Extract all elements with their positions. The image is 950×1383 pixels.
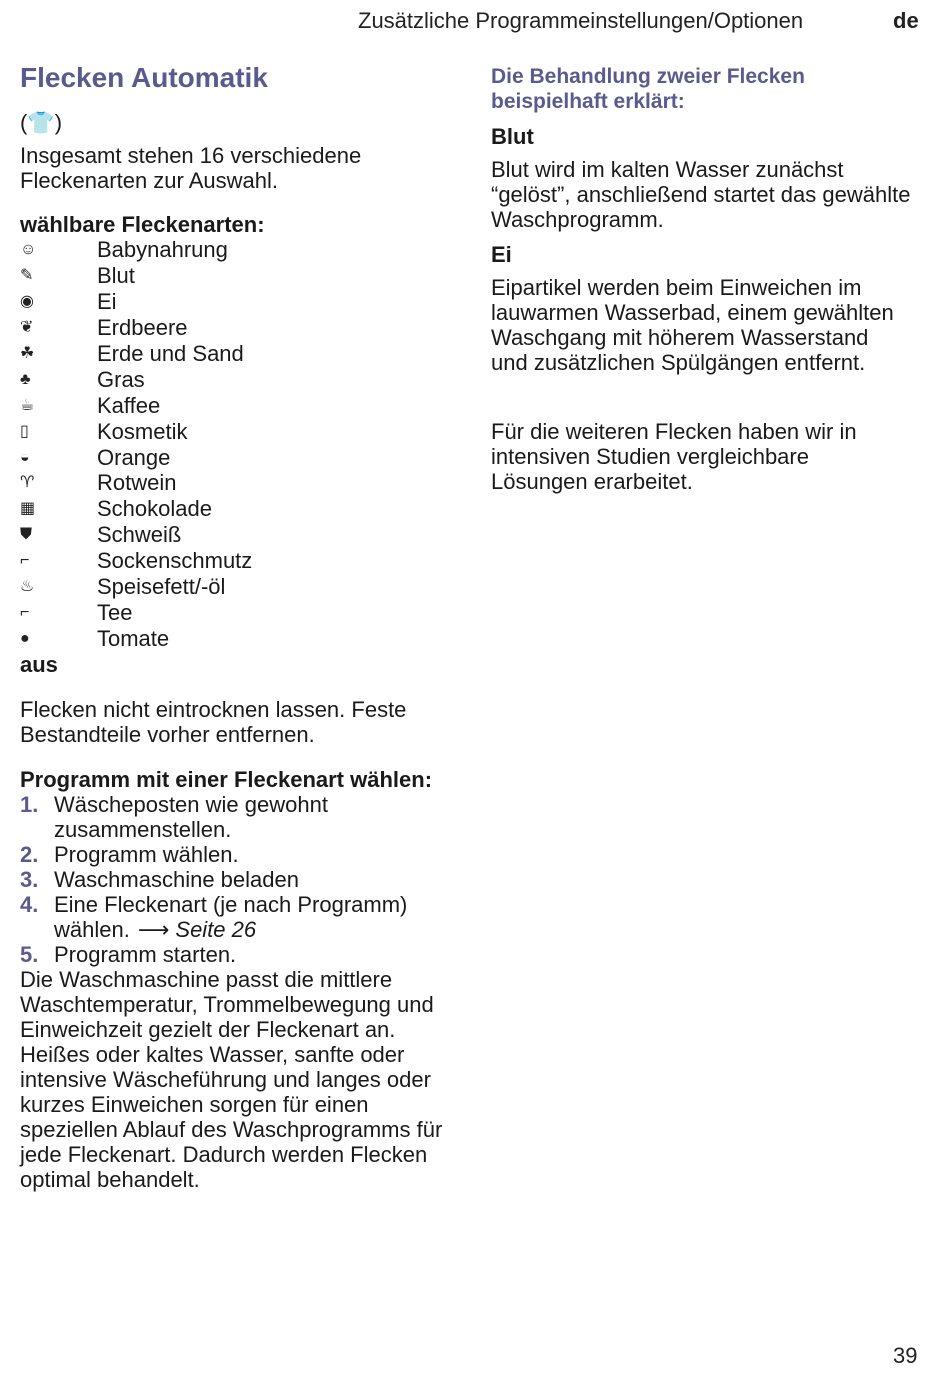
step-item: [20, 842, 450, 867]
step-text-with-ref: [54, 892, 450, 942]
left-column: [20, 58, 450, 1192]
step-item: [20, 892, 450, 942]
stain-item: [20, 341, 450, 367]
stain-label: Schokolade: [97, 496, 212, 522]
step-text: Programm starten.: [54, 942, 237, 968]
stain-item: [20, 237, 450, 263]
stain-label: Speisefett/-öl: [97, 574, 226, 600]
step-number: 1.: [20, 792, 39, 818]
stain-label: Tomate: [97, 625, 170, 651]
step-number: 2.: [20, 842, 39, 868]
right-column: [491, 64, 911, 494]
egg-heading: Ei: [491, 242, 512, 267]
stain-label: Ei: [97, 289, 117, 315]
orange-icon: ◒: [20, 448, 30, 466]
stain-item: [20, 263, 450, 289]
step-text: Waschmaschine beladen: [54, 867, 299, 893]
shirt-symbol-icon: (👕): [20, 110, 63, 135]
chocolate-icon: ▦: [20, 500, 36, 518]
program-summary: Die Waschmaschine passt die mittlere Waschtemperatur, Trommelbewegung und Einweichzeit gezielt der Fleckenart an. Heißes oder kaltes Wasser, sanfte oder intensive Wäscheführung und langes oder kurzes Einweichen sorgen für einen speziellen Ablauf des Waschprogramms für jede Fleckenart. Dadurch werden Flecken optimal behandelt.: [20, 967, 443, 1193]
grass-icon: ♣: [20, 370, 31, 388]
stain-label: Rotwein: [97, 470, 177, 496]
intro-text: Insgesamt stehen 16 verschiedene Fleckenarten zur Auswahl.: [20, 143, 362, 193]
stain-list: [20, 237, 450, 651]
step-item: [20, 942, 450, 967]
step-item: [20, 867, 450, 892]
step-number: 5.: [20, 942, 39, 968]
baby-food-icon: ☺: [20, 241, 37, 259]
section-title: Flecken Automatik: [20, 62, 268, 93]
stain-label: Kosmetik: [97, 418, 188, 444]
stain-label: Orange: [97, 444, 171, 470]
stain-label: Blut: [97, 263, 135, 289]
stain-item: [20, 470, 450, 496]
stain-label: Sockenschmutz: [97, 548, 253, 574]
stain-label: Tee: [97, 599, 133, 625]
stain-label: Erde und Sand: [97, 341, 244, 366]
step-list: [20, 792, 450, 967]
egg-icon: ◉: [20, 293, 34, 311]
stain-item: [20, 625, 450, 651]
stain-list-heading: wählbare Fleckenarten:: [20, 212, 265, 237]
stain-item: [20, 366, 450, 392]
shirt-icon: ⛊: [20, 526, 33, 544]
step-item: [20, 792, 450, 842]
program-heading: Programm mit einer Fleckenart wählen:: [20, 767, 433, 793]
stain-item: [20, 418, 450, 444]
blood-heading: Blut: [491, 124, 534, 149]
stain-item: [20, 315, 450, 341]
stain-label: Erdbeere: [97, 315, 188, 341]
wine-glass-icon: ♈: [20, 474, 35, 492]
stain-label: Schweiß: [97, 522, 182, 548]
arrow-right-icon: ⟶: [137, 917, 170, 943]
examples-heading: Die Behandlung zweier Flecken beispielhaft erklärt:: [491, 65, 805, 113]
stain-item: [20, 599, 450, 625]
tea-icon: ⌐: [20, 603, 30, 621]
stain-label: Babynahrung: [97, 237, 228, 263]
step-text: Programm wählen.: [54, 842, 239, 868]
step-number: 4.: [20, 892, 39, 918]
soil-icon: ☘: [20, 345, 35, 362]
step-text: Eine Fleckenart (je nach Programm) wählen.: [54, 892, 408, 943]
stain-item: [20, 522, 450, 548]
other-stains-text: Für die weiteren Flecken haben wir in intensiven Studien vergleichbare Lösungen erarbeitet.: [491, 419, 857, 494]
oil-icon: ♨: [20, 578, 35, 596]
stain-item: [20, 444, 450, 470]
step-number: 3.: [20, 867, 39, 893]
step-text: Wäscheposten wie gewohnt zusammenstellen.: [54, 792, 328, 843]
blood-text: Blut wird im kalten Wasser zunächst “gelöst”, anschließend startet das gewählte Waschprogramm.: [491, 157, 911, 232]
stain-item: [20, 392, 450, 418]
page-number: 39: [893, 1343, 918, 1368]
stain-item: [20, 548, 450, 574]
egg-text: Eipartikel werden beim Einweichen im lauwarmen Wasserbad, einem gewählten Waschgang mit höherem Wasserstand und zusätzlichen Spülgängen entfernt.: [491, 275, 894, 375]
stain-label: Gras: [97, 366, 145, 392]
sock-icon: ⌐: [20, 552, 30, 570]
section-header-title: Zusätzliche Programmeinstellungen/Optionen: [358, 8, 804, 33]
lipstick-icon: ▯: [20, 422, 29, 440]
stain-note: Flecken nicht eintrocknen lassen. Feste Bestandteile vorher entfernen.: [20, 697, 407, 748]
page-reference-link[interactable]: Seite 26: [175, 917, 257, 943]
tomato-icon: ●: [20, 629, 30, 647]
stain-option-off: aus: [20, 652, 58, 678]
stain-label: Kaffee: [97, 392, 161, 418]
strawberry-icon: ❦: [20, 319, 34, 337]
blood-icon: ✎: [20, 267, 34, 285]
language-code: de: [893, 8, 919, 33]
coffee-icon: ☕: [20, 396, 35, 414]
stain-item: [20, 289, 450, 315]
stain-item: [20, 574, 450, 600]
stain-item: [20, 496, 450, 522]
